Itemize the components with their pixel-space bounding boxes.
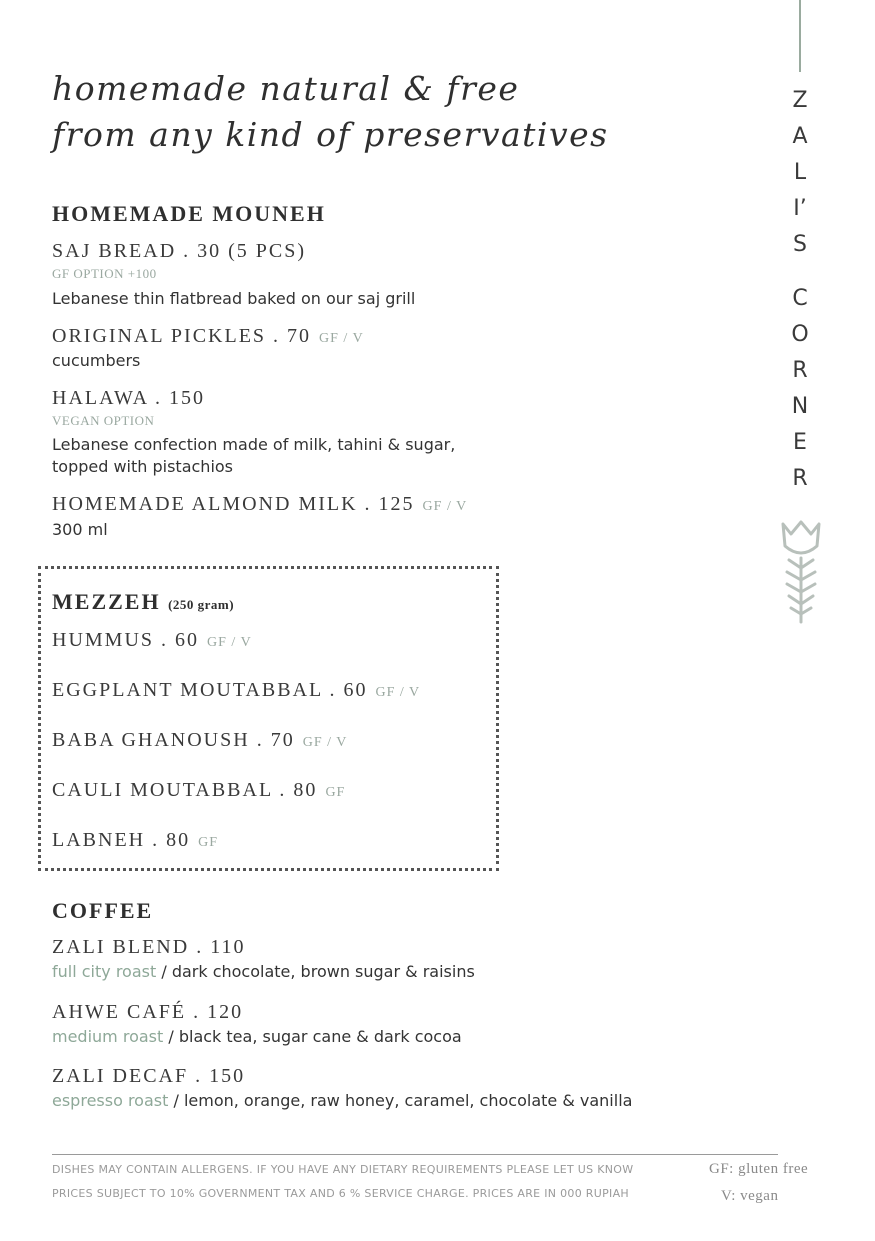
brand-letter: N <box>791 394 809 419</box>
item-zali-blend: ZALI BLEND . 110 <box>52 936 246 958</box>
brand-letter: O <box>791 322 809 347</box>
legend-vegan: V: vegan <box>721 1188 779 1204</box>
brand-letter: R <box>792 358 808 383</box>
item-saj-bread-option: GF OPTION +100 <box>52 266 157 281</box>
item-almond-milk-desc: 300 ml <box>52 520 108 539</box>
legend-gluten-free: GF: gluten free <box>709 1161 809 1177</box>
item-cauli-moutabbal <box>52 779 345 802</box>
brand-letter: E <box>793 430 807 455</box>
allergen-notice: DISHES MAY CONTAIN ALLERGENS. IF YOU HAVE ANY DIETARY REQUIREMENTS PLEASE LET US KNOW <box>52 1163 634 1176</box>
tasting-notes: / black tea, sugar cane & dark cocoa <box>163 1027 462 1046</box>
item-zali-decaf: ZALI DECAF . 150 <box>52 1065 246 1087</box>
tasting-notes: / dark chocolate, brown sugar & raisins <box>156 962 475 981</box>
item-halawa: HALAWA . 150 <box>52 387 205 409</box>
dietary-tag: GF / V <box>302 735 348 750</box>
dietary-tag: GF / V <box>422 499 468 514</box>
tagline <box>52 66 609 158</box>
item-saj-bread-desc: Lebanese thin flatbread baked on our saj grill <box>52 289 416 308</box>
mezzeh-subtitle: (250 gram) <box>168 597 235 612</box>
item-labneh <box>52 829 218 852</box>
item-original-pickles <box>52 325 364 348</box>
brand-letter: A <box>792 124 808 149</box>
dietary-tag: GF <box>325 785 346 800</box>
item-halawa-desc <box>52 434 455 478</box>
tasting-notes: / lemon, orange, raw honey, caramel, chocolate & vanilla <box>168 1091 633 1110</box>
tagline-line-1: homemade natural & free <box>52 69 520 108</box>
item-halawa-option: VEGAN OPTION <box>52 413 155 428</box>
item-ahwe-cafe-desc <box>52 1026 462 1048</box>
section-title-mezzeh <box>52 589 234 615</box>
brand-letter: R <box>792 466 808 491</box>
pricing-notice: PRICES SUBJECT TO 10% GOVERNMENT TAX AND 6 % SERVICE CHARGE. PRICES ARE IN 000 RUPIAH <box>52 1187 629 1200</box>
item-halawa-desc-line-2: topped with pistachios <box>52 457 234 476</box>
brand-letter: I’ <box>793 196 807 221</box>
item-almond-milk <box>52 493 467 516</box>
item-baba-ghanoush <box>52 729 347 752</box>
item-original-pickles-desc: cucumbers <box>52 351 141 370</box>
roast-level: full city roast <box>52 962 157 981</box>
item-baba-ghanoush-name: BABA GHANOUSH . 70 <box>52 729 295 751</box>
item-saj-bread: SAJ BREAD . 30 (5 PCS) <box>52 240 307 262</box>
tagline-line-2: from any kind of preservatives <box>52 115 609 154</box>
tulip-icon <box>777 520 825 626</box>
item-original-pickles-name: ORIGINAL PICKLES . 70 <box>52 325 312 347</box>
dietary-tag: GF / V <box>207 635 252 650</box>
dietary-tag: GF / V <box>375 685 421 700</box>
footer-divider <box>52 1154 778 1155</box>
item-eggplant-moutabbal <box>52 679 420 702</box>
brand-letter: L <box>793 160 807 185</box>
item-labneh-name: LABNEH . 80 <box>52 829 191 851</box>
brand-letter: Z <box>792 88 808 113</box>
dietary-tag: GF <box>198 835 219 850</box>
item-ahwe-cafe: AHWE CAFÉ . 120 <box>52 1001 244 1023</box>
mezzeh-title: MEZZEH <box>52 589 161 614</box>
brand-letter: S <box>793 232 807 257</box>
brand-accent-line <box>799 0 801 72</box>
roast-level: espresso roast <box>52 1091 169 1110</box>
dietary-tag: GF / V <box>319 331 364 346</box>
item-zali-decaf-desc <box>52 1090 632 1112</box>
item-halawa-desc-line-1: Lebanese confection made of milk, tahini & sugar, <box>52 435 456 454</box>
section-title-mouneh: HOMEMADE MOUNEH <box>52 201 326 226</box>
section-title-coffee: COFFEE <box>52 898 154 923</box>
item-hummus-name: HUMMUS . 60 <box>52 629 200 651</box>
item-eggplant-moutabbal-name: EGGPLANT MOUTABBAL . 60 <box>52 679 368 701</box>
item-almond-milk-name: HOMEMADE ALMOND MILK . 125 <box>52 493 415 515</box>
brand-letter: C <box>792 286 808 311</box>
item-hummus <box>52 629 252 652</box>
roast-level: medium roast <box>52 1027 164 1046</box>
item-zali-blend-desc <box>52 961 475 983</box>
item-cauli-moutabbal-name: CAULI MOUTABBAL . 80 <box>52 779 318 801</box>
